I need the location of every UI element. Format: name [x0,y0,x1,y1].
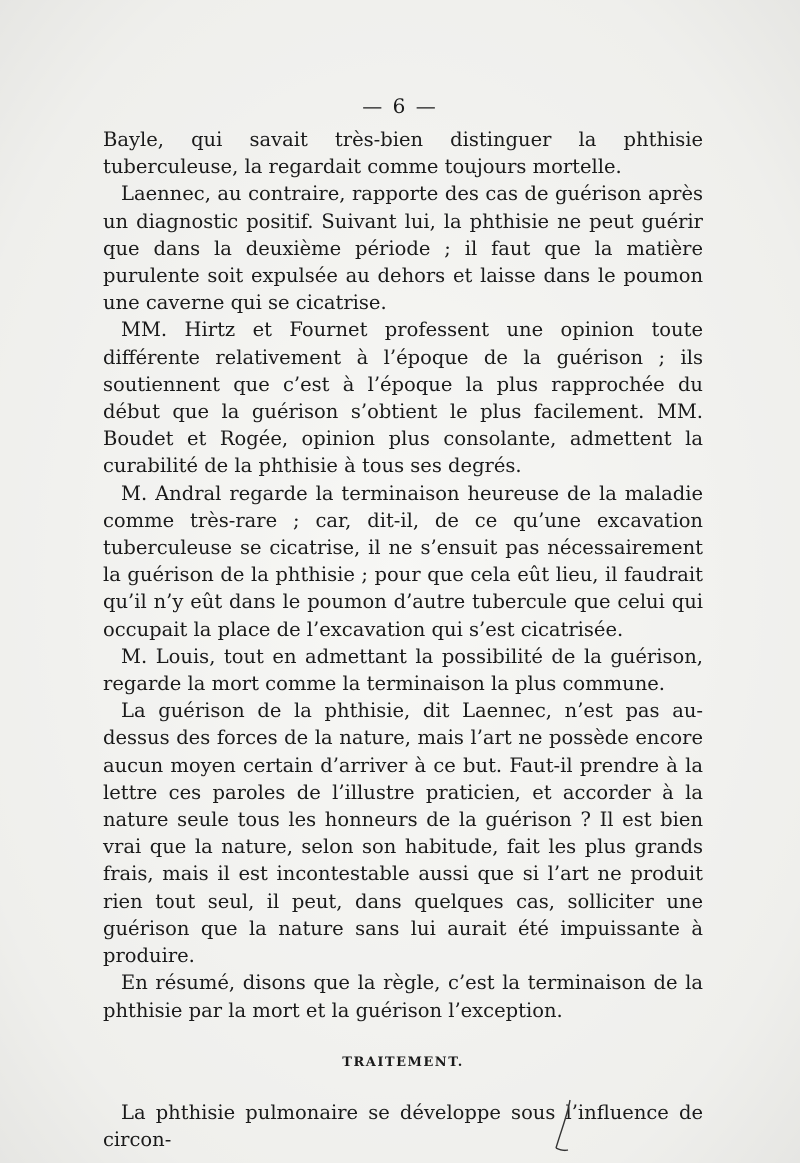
section-heading: TRAITEMENT. [342,1054,464,1070]
paragraph-4: M. Andral regarde la terminaison heureuse de la maladie comme très-rare ; car, dit-il, de ce qu’une excavation tuberculeuse se cicatrise, il ne s’ensuit pas nécessairement la guérison de la phthisie ; pour que cela eût lieu, il faudrait qu’il n’y eût dans le poumon d’autre tubercule que celui qui occupait la place de l’excavation qui s’est cicatrisée. [103,481,703,641]
paragraph-6: La guérison de la phthisie, dit Laennec, n’est pas au-dessus des forces de la nature, mais l’art ne possède encore aucun moyen certain d’arriver à ce but. Faut-il prendre à la lettre ces paroles de l’illustre praticien, et accorder à la nature seule tous les honneurs de la guérison ? Il est bien vrai que la nature, selon son habitude, fait les plus grands frais, mais il est incontestable aussi que si l’art ne produit rien tout seul, il peut, dans quelques cas, solliciter une guérison que la nature sans lui aurait été impuissante à produire. [103,699,703,968]
paragraph-5: M. Louis, tout en admettant la possibilité de la guérison, regarde la mort comme la terminaison la plus commune. [103,644,703,696]
paragraph-8: La phthisie pulmonaire se développe sous l’influence de circon- [103,1100,703,1152]
paragraph-7: En résumé, disons que la règle, c’est la terminaison de la phthisie par la mort et la guérison l’exception. [103,971,703,1022]
page-number: — 6 — [362,94,438,118]
pen-mark [548,1098,578,1158]
paragraph-1: Bayle, qui savait très-bien distinguer la phthisie tuberculeuse, la regardait comme toujours mortelle. [103,128,703,179]
paragraph-3: MM. Hirtz et Fournet professent une opinion toute différente relativement à l’époque de la guérison ; ils soutiennent que c’est à l’époque la plus rapprochée du début que la guérison s’obtient le plus facilement. MM. Boudet et Rogée, opinion plus consolante, admettent la curabilité de la phthisie à tous ses degrés. [103,318,703,478]
paragraph-2: Laennec, au contraire, rapporte des cas de guérison après un diagnostic positif. Suivant lui, la phthisie ne peut guérir que dans la deuxième période ; il faut que la matière purulente soit expulsée au dehors et laisse dans le poumon une caverne qui se cicatrise. [103,182,703,315]
body-text [103,126,703,1153]
